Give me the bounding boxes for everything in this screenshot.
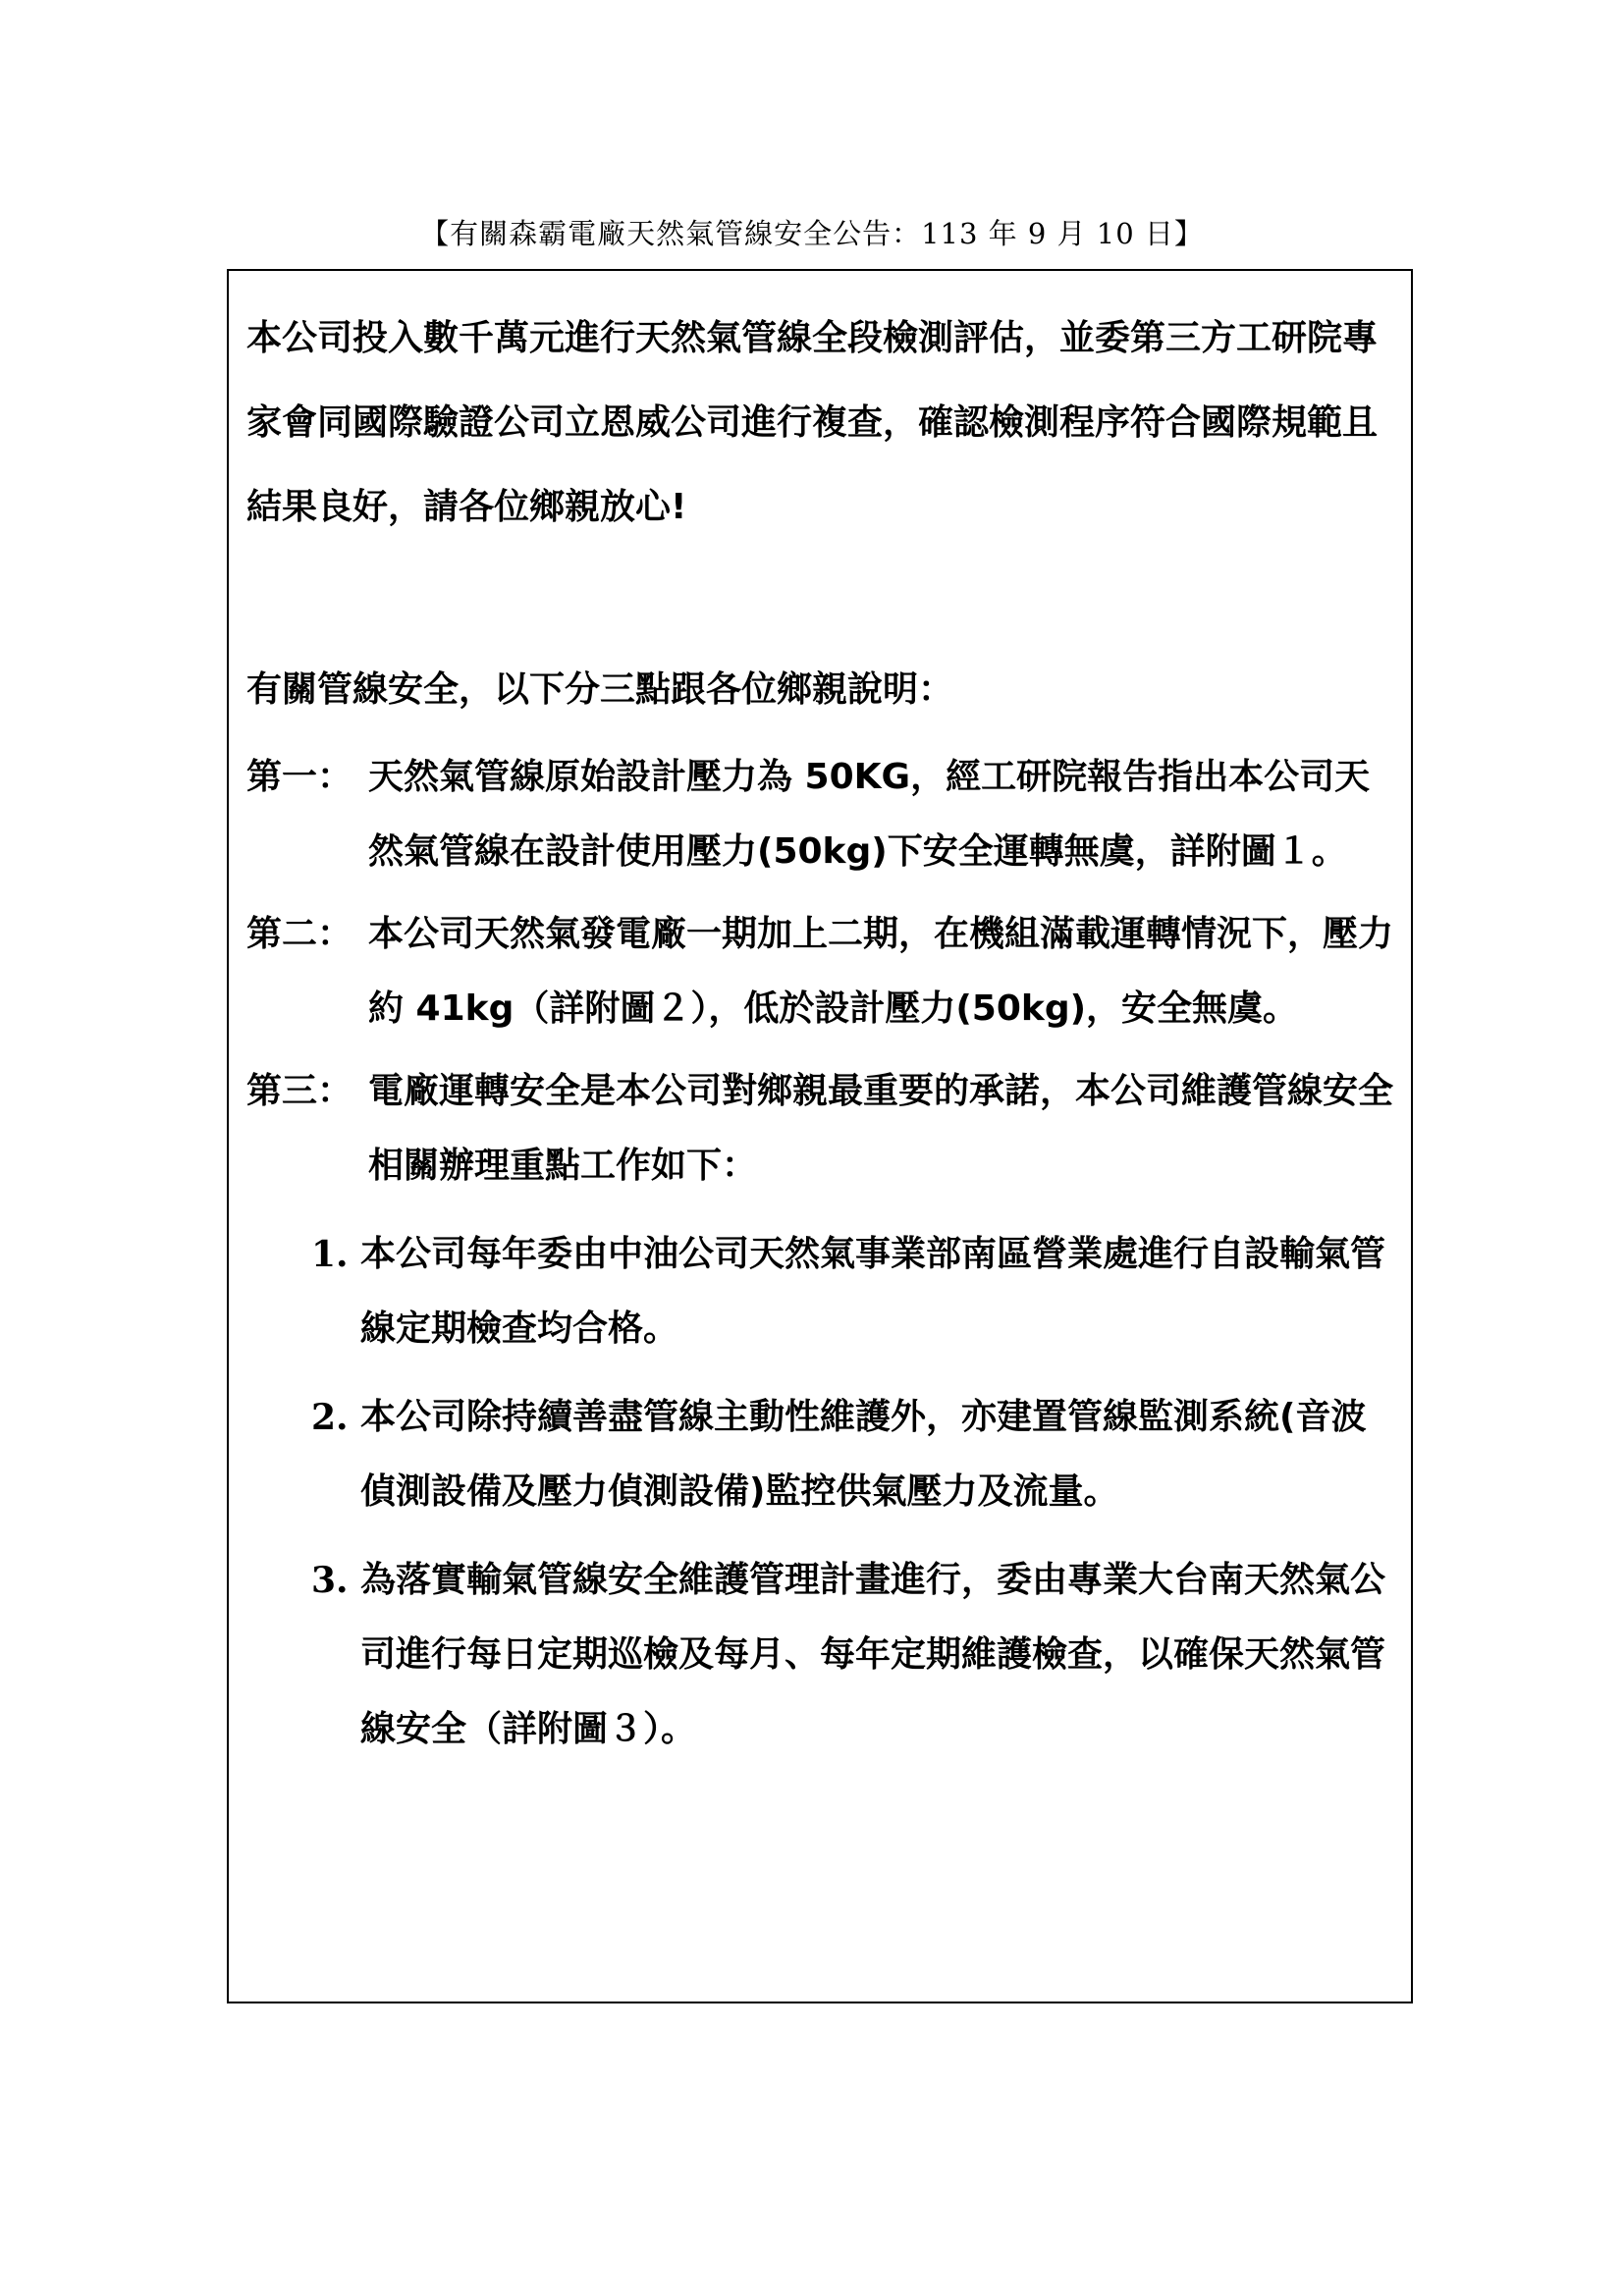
- point-label: 第二：: [246, 914, 353, 954]
- announcement-box: [227, 269, 1413, 2003]
- list-item-text: 本公司除持續善盡管線主動性維護外，亦建置管線監測系統(音波偵測設備及壓力偵測設備)監控供氣壓力及流量。: [360, 1397, 1367, 1512]
- point-label: 第一：: [246, 757, 353, 797]
- list-item: [246, 1217, 1400, 1366]
- list-item: [246, 1380, 1400, 1529]
- list-item-number: 3.: [311, 1560, 349, 1601]
- announcement-title: 【有關森霸電廠天然氣管線安全公告：113 年 9 月 10 日】: [420, 217, 1204, 250]
- point-label: 第三：: [246, 1071, 353, 1111]
- point-text: 電廠運轉安全是本公司對鄉親最重要的承諾，本公司維護管線安全相關辦理重點工作如下：: [368, 1071, 1394, 1186]
- point-text: 天然氣管線原始設計壓力為 50KG，經工研院報告指出本公司天然氣管線在設計使用壓力(50kg)下安全運轉無虞，詳附圖１。: [368, 757, 1371, 872]
- list-item-text: 為落實輸氣管線安全維護管理計畫進行，委由專業大台南天然氣公司進行每日定期巡檢及每月、每年定期維護檢查，以確保天然氣管線安全（詳附圖３）。: [360, 1560, 1386, 1749]
- list-item-number: 2.: [311, 1397, 349, 1438]
- point-text: 本公司天然氣發電廠一期加上二期，在機組滿載運轉情況下，壓力約 41kg（詳附圖２），低於設計壓力(50kg)，安全無虞。: [368, 914, 1394, 1029]
- point-first: [246, 740, 1400, 889]
- opening-paragraph: 本公司投入數千萬元進行天然氣管線全段檢測評估，並委第三方工研院專家會同國際驗證公司立恩威公司進行複查，確認檢測程序符合國際規範且結果良好，請各位鄉親放心!: [246, 318, 1379, 527]
- paragraph-spacer: [246, 550, 1400, 648]
- list-item: [246, 1543, 1400, 1767]
- announcement-content: [246, 296, 1400, 1767]
- list-item-number: 1.: [311, 1234, 349, 1275]
- point-third: [246, 1054, 1400, 1203]
- intro-line: 有關管線安全，以下分三點跟各位鄉親說明：: [246, 669, 954, 710]
- list-item-text: 本公司每年委由中油公司天然氣事業部南區營業處進行自設輸氣管線定期檢查均合格。: [360, 1234, 1386, 1349]
- point-second: [246, 897, 1400, 1046]
